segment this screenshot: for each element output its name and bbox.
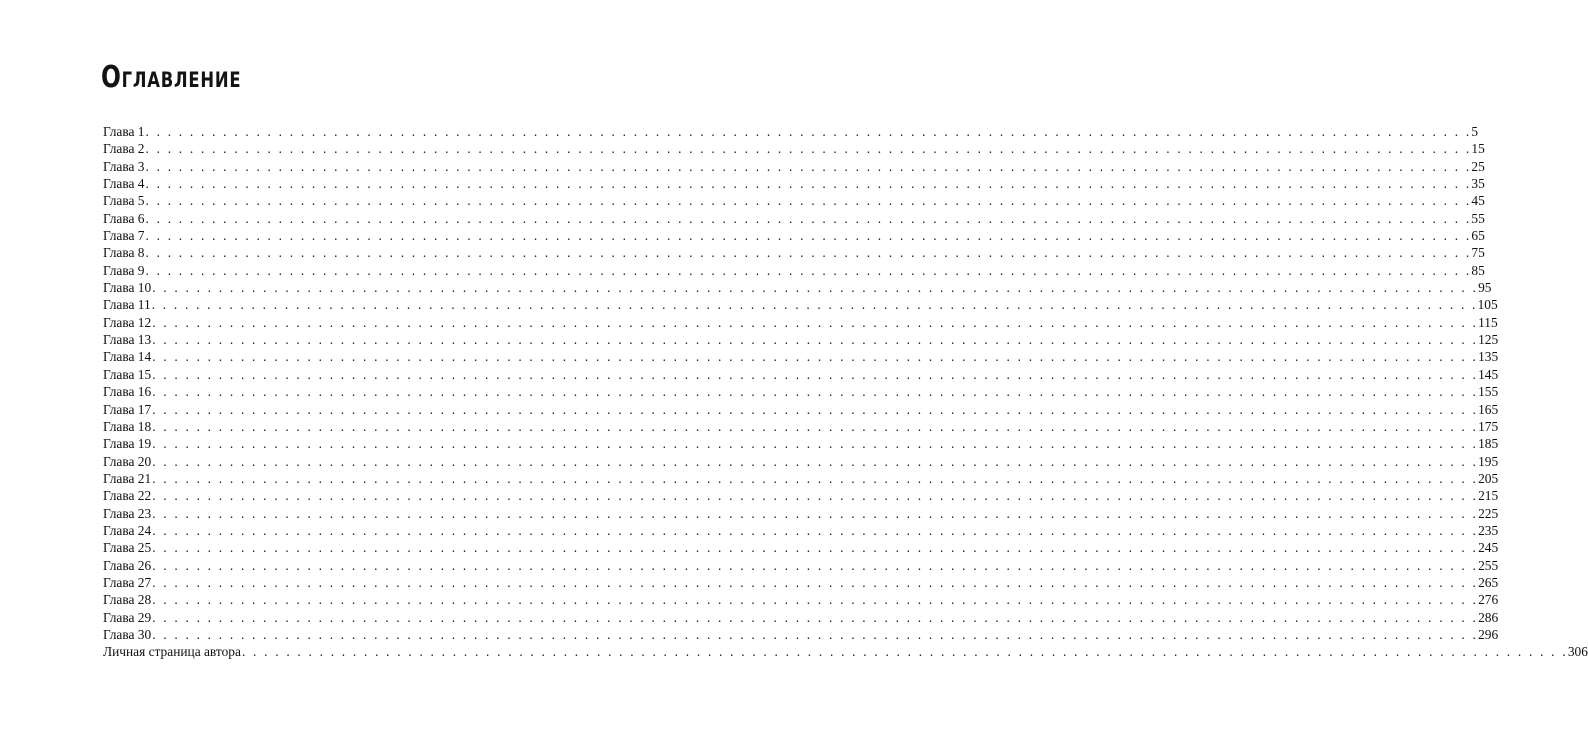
toc-entry[interactable] <box>103 557 1499 574</box>
toc-entry[interactable] <box>103 522 1499 539</box>
toc-entry-page-number: 185 <box>1478 436 1499 452</box>
toc-leader-dots: . . . . . . . . . . . . . . . . . . . . . . . . . . . . . . . . . . . . . . . . . . . . . . . . . . . . . . . . . . . . . . . . . . . . . . . . . . . . . . . . . . . . . . . . . . . . . . . . . . . . . . . . . . . . . . . . . . . . . . . . <box>152 540 1479 556</box>
toc-entry-label: Глава 6 <box>103 210 145 226</box>
toc-leader-dots: . . . . . . . . . . . . . . . . . . . . . . . . . . . . . . . . . . . . . . . . . . . . . . . . . . . . . . . . . . . . . . . . . . . . . . . . . . . . . . . . . . . . . . . . . . . . . . . . . . . . . . . . . . . . . . . . . . . . . . . . <box>152 505 1479 521</box>
toc-entry-page-number: 115 <box>1478 314 1498 330</box>
toc-entry[interactable] <box>103 435 1499 452</box>
toc-entry-page-number: 165 <box>1478 401 1499 417</box>
toc-entry-label: Глава 25 <box>103 540 152 556</box>
toc-entry-page-number: 135 <box>1478 349 1499 365</box>
toc-entry[interactable] <box>103 591 1499 608</box>
toc-entry-label: Глава 12 <box>103 314 152 330</box>
toc-entry-label: Глава 8 <box>103 245 145 261</box>
toc-entry-label: Глава 27 <box>103 574 152 590</box>
toc-entry-page-number: 296 <box>1478 626 1499 642</box>
toc-entry-page-number: 95 <box>1478 280 1492 296</box>
toc-entry-page-number: 235 <box>1478 522 1499 538</box>
toc-entry-page-number: 35 <box>1471 176 1485 192</box>
toc-entry[interactable] <box>103 366 1499 383</box>
toc-leader-dots: . . . . . . . . . . . . . . . . . . . . . . . . . . . . . . . . . . . . . . . . . . . . . . . . . . . . . . . . . . . . . . . . . . . . . . . . . . . . . . . . . . . . . . . . . . . . . . . . . . . . . . . . . . . . . . . . . . . . . . . . <box>152 592 1479 608</box>
toc-leader-dots: . . . . . . . . . . . . . . . . . . . . . . . . . . . . . . . . . . . . . . . . . . . . . . . . . . . . . . . . . . . . . . . . . . . . . . . . . . . . . . . . . . . . . . . . . . . . . . . . . . . . . . . . . . . . . . . . . . . . . . . . <box>152 280 1479 296</box>
toc-leader-dots: . . . . . . . . . . . . . . . . . . . . . . . . . . . . . . . . . . . . . . . . . . . . . . . . . . . . . . . . . . . . . . . . . . . . . . . . . . . . . . . . . . . . . . . . . . . . . . . . . . . . . . . . . . . . . . . . . . . . . . . . <box>145 193 1472 209</box>
toc-entry[interactable] <box>103 609 1499 626</box>
toc-entry[interactable] <box>103 574 1499 591</box>
toc-entry-label: Глава 14 <box>103 349 152 365</box>
toc-entry[interactable] <box>103 227 1485 244</box>
toc-entry[interactable] <box>103 643 1588 660</box>
toc-leader-dots: . . . . . . . . . . . . . . . . . . . . . . . . . . . . . . . . . . . . . . . . . . . . . . . . . . . . . . . . . . . . . . . . . . . . . . . . . . . . . . . . . . . . . . . . . . . . . . . . . . . . . . . . . . . . . . . . . . . . . . . . <box>145 210 1472 226</box>
toc-entry-label: Личная страница автора <box>103 644 241 660</box>
toc-entry[interactable] <box>103 401 1499 418</box>
toc-entry-label: Глава 23 <box>103 505 152 521</box>
toc-entry[interactable] <box>103 626 1499 643</box>
toc-entry-label: Глава 20 <box>103 453 152 469</box>
toc-entry[interactable] <box>103 470 1499 487</box>
toc-leader-dots: . . . . . . . . . . . . . . . . . . . . . . . . . . . . . . . . . . . . . . . . . . . . . . . . . . . . . . . . . . . . . . . . . . . . . . . . . . . . . . . . . . . . . . . . . . . . . . . . . . . . . . . . . . . . . . . . . . . . . . . . <box>152 384 1479 400</box>
toc-entry-label: Глава 2 <box>103 141 145 157</box>
toc-entry-page-number: 195 <box>1478 453 1499 469</box>
toc-entry-label: Глава 10 <box>103 280 152 296</box>
toc-leader-dots: . . . . . . . . . . . . . . . . . . . . . . . . . . . . . . . . . . . . . . . . . . . . . . . . . . . . . . . . . . . . . . . . . . . . . . . . . . . . . . . . . . . . . . . . . . . . . . . . . . . . . . . . . . . . . . . . . . . . . . . . <box>151 297 1478 313</box>
toc-entry-page-number: 225 <box>1478 505 1499 521</box>
toc-leader-dots: . . . . . . . . . . . . . . . . . . . . . . . . . . . . . . . . . . . . . . . . . . . . . . . . . . . . . . . . . . . . . . . . . . . . . . . . . . . . . . . . . . . . . . . . . . . . . . . . . . . . . . . . . . . . . . . . . . . . . . . . <box>145 176 1472 192</box>
toc-entry-page-number: 245 <box>1478 540 1499 556</box>
toc-leader-dots: . . . . . . . . . . . . . . . . . . . . . . . . . . . . . . . . . . . . . . . . . . . . . . . . . . . . . . . . . . . . . . . . . . . . . . . . . . . . . . . . . . . . . . . . . . . . . . . . . . . . . . . . . . . . . . . . . . . . . . . . <box>152 488 1479 504</box>
toc-entry-page-number: 15 <box>1471 141 1485 157</box>
toc-leader-dots: . . . . . . . . . . . . . . . . . . . . . . . . . . . . . . . . . . . . . . . . . . . . . . . . . . . . . . . . . . . . . . . . . . . . . . . . . . . . . . . . . . . . . . . . . . . . . . . . . . . . . . . . . . . . . . . . . . . . . . . . <box>152 557 1479 573</box>
toc-entry[interactable] <box>103 487 1499 504</box>
toc-entry-label: Глава 18 <box>103 418 152 434</box>
toc-entry-page-number: 105 <box>1477 297 1498 313</box>
toc-entry-label: Глава 5 <box>103 193 145 209</box>
toc-entry-label: Глава 17 <box>103 401 152 417</box>
toc-leader-dots: . . . . . . . . . . . . . . . . . . . . . . . . . . . . . . . . . . . . . . . . . . . . . . . . . . . . . . . . . . . . . . . . . . . . . . . . . . . . . . . . . . . . . . . . . . . . . . . . . . . . . . . . . . . . . . . . . . . . . . . . <box>145 158 1472 174</box>
toc-entry[interactable] <box>103 314 1498 331</box>
toc-entry-page-number: 145 <box>1478 366 1499 382</box>
toc-entry[interactable] <box>103 140 1485 157</box>
toc-entry-page-number: 55 <box>1471 210 1485 226</box>
toc-entry-page-number: 306 <box>1567 644 1588 660</box>
toc-entry-label: Глава 7 <box>103 228 145 244</box>
toc-leader-dots: . . . . . . . . . . . . . . . . . . . . . . . . . . . . . . . . . . . . . . . . . . . . . . . . . . . . . . . . . . . . . . . . . . . . . . . . . . . . . . . . . . . . . . . . . . . . . . . . . . . . . . . . . . . . . . . . . . . . . . . . <box>152 332 1479 348</box>
toc-entry-page-number: 215 <box>1478 488 1499 504</box>
toc-entry-page-number: 25 <box>1471 158 1485 174</box>
toc-entry[interactable] <box>103 279 1492 296</box>
toc-entry-label: Глава 3 <box>103 158 145 174</box>
toc-leader-dots: . . . . . . . . . . . . . . . . . . . . . . . . . . . . . . . . . . . . . . . . . . . . . . . . . . . . . . . . . . . . . . . . . . . . . . . . . . . . . . . . . . . . . . . . . . . . . . . . . . . . . . . . . . . . . . . . . . . . . . . . <box>152 522 1479 538</box>
toc-entry-label: Глава 29 <box>103 609 152 625</box>
toc-entry[interactable] <box>103 418 1499 435</box>
toc-entry-page-number: 85 <box>1471 262 1485 278</box>
toc-entry-page-number: 175 <box>1478 418 1499 434</box>
toc-entry-label: Глава 28 <box>103 592 152 608</box>
toc-leader-dots: . . . . . . . . . . . . . . . . . . . . . . . . . . . . . . . . . . . . . . . . . . . . . . . . . . . . . . . . . . . . . . . . . . . . . . . . . . . . . . . . . . . . . . . . . . . . . . . . . . . . . . . . . . . . . . . . . . . . . . . . <box>241 644 1568 660</box>
toc-entry[interactable] <box>103 348 1499 365</box>
toc-entry-label: Глава 19 <box>103 436 152 452</box>
toc-entry-label: Глава 21 <box>103 470 152 486</box>
toc-entry[interactable] <box>103 262 1485 279</box>
toc-entry[interactable] <box>103 158 1485 175</box>
toc-leader-dots: . . . . . . . . . . . . . . . . . . . . . . . . . . . . . . . . . . . . . . . . . . . . . . . . . . . . . . . . . . . . . . . . . . . . . . . . . . . . . . . . . . . . . . . . . . . . . . . . . . . . . . . . . . . . . . . . . . . . . . . . <box>145 141 1472 157</box>
toc-entry-label: Глава 30 <box>103 626 152 642</box>
toc-leader-dots: . . . . . . . . . . . . . . . . . . . . . . . . . . . . . . . . . . . . . . . . . . . . . . . . . . . . . . . . . . . . . . . . . . . . . . . . . . . . . . . . . . . . . . . . . . . . . . . . . . . . . . . . . . . . . . . . . . . . . . . . <box>145 262 1472 278</box>
toc-entry-page-number: 265 <box>1478 574 1499 590</box>
toc-entry-page-number: 286 <box>1478 609 1499 625</box>
toc-entry-page-number: 276 <box>1478 592 1499 608</box>
toc-entry[interactable] <box>103 331 1499 348</box>
toc-entry[interactable] <box>103 505 1499 522</box>
toc-entry-page-number: 65 <box>1471 228 1485 244</box>
toc-leader-dots: . . . . . . . . . . . . . . . . . . . . . . . . . . . . . . . . . . . . . . . . . . . . . . . . . . . . . . . . . . . . . . . . . . . . . . . . . . . . . . . . . . . . . . . . . . . . . . . . . . . . . . . . . . . . . . . . . . . . . . . . <box>145 228 1472 244</box>
toc-entry[interactable] <box>103 210 1485 227</box>
toc-entry[interactable] <box>103 244 1485 261</box>
toc-entry[interactable] <box>103 192 1485 209</box>
toc-entry-page-number: 125 <box>1478 332 1499 348</box>
toc-entry-label: Глава 4 <box>103 176 145 192</box>
toc-entry-label: Глава 11 <box>103 297 151 313</box>
toc-entry[interactable] <box>103 175 1485 192</box>
toc-entry[interactable] <box>103 539 1499 556</box>
toc-entry[interactable] <box>103 296 1498 313</box>
toc-entry-page-number: 45 <box>1471 193 1485 209</box>
toc-entry-label: Глава 16 <box>103 384 152 400</box>
toc-entry-page-number: 255 <box>1478 557 1499 573</box>
toc-leader-dots: . . . . . . . . . . . . . . . . . . . . . . . . . . . . . . . . . . . . . . . . . . . . . . . . . . . . . . . . . . . . . . . . . . . . . . . . . . . . . . . . . . . . . . . . . . . . . . . . . . . . . . . . . . . . . . . . . . . . . . . . <box>152 314 1479 330</box>
toc-leader-dots: . . . . . . . . . . . . . . . . . . . . . . . . . . . . . . . . . . . . . . . . . . . . . . . . . . . . . . . . . . . . . . . . . . . . . . . . . . . . . . . . . . . . . . . . . . . . . . . . . . . . . . . . . . . . . . . . . . . . . . . . <box>152 574 1479 590</box>
toc-leader-dots: . . . . . . . . . . . . . . . . . . . . . . . . . . . . . . . . . . . . . . . . . . . . . . . . . . . . . . . . . . . . . . . . . . . . . . . . . . . . . . . . . . . . . . . . . . . . . . . . . . . . . . . . . . . . . . . . . . . . . . . . <box>145 245 1472 261</box>
toc-entry[interactable] <box>103 383 1499 400</box>
toc-leader-dots: . . . . . . . . . . . . . . . . . . . . . . . . . . . . . . . . . . . . . . . . . . . . . . . . . . . . . . . . . . . . . . . . . . . . . . . . . . . . . . . . . . . . . . . . . . . . . . . . . . . . . . . . . . . . . . . . . . . . . . . . <box>152 366 1479 382</box>
toc-leader-dots: . . . . . . . . . . . . . . . . . . . . . . . . . . . . . . . . . . . . . . . . . . . . . . . . . . . . . . . . . . . . . . . . . . . . . . . . . . . . . . . . . . . . . . . . . . . . . . . . . . . . . . . . . . . . . . . . . . . . . . . . <box>152 436 1479 452</box>
page-title: Оглавление <box>101 60 242 95</box>
toc-leader-dots: . . . . . . . . . . . . . . . . . . . . . . . . . . . . . . . . . . . . . . . . . . . . . . . . . . . . . . . . . . . . . . . . . . . . . . . . . . . . . . . . . . . . . . . . . . . . . . . . . . . . . . . . . . . . . . . . . . . . . . . . <box>152 453 1479 469</box>
toc-leader-dots: . . . . . . . . . . . . . . . . . . . . . . . . . . . . . . . . . . . . . . . . . . . . . . . . . . . . . . . . . . . . . . . . . . . . . . . . . . . . . . . . . . . . . . . . . . . . . . . . . . . . . . . . . . . . . . . . . . . . . . . . <box>152 401 1479 417</box>
toc-entry-page-number: 5 <box>1471 124 1479 139</box>
toc-entry-label: Глава 15 <box>103 366 152 382</box>
toc-entry[interactable] <box>103 453 1499 470</box>
toc-leader-dots: . . . . . . . . . . . . . . . . . . . . . . . . . . . . . . . . . . . . . . . . . . . . . . . . . . . . . . . . . . . . . . . . . . . . . . . . . . . . . . . . . . . . . . . . . . . . . . . . . . . . . . . . . . . . . . . . . . . . . . . . <box>152 626 1479 642</box>
toc-entry-label: Глава 13 <box>103 332 152 348</box>
toc-leader-dots: . . . . . . . . . . . . . . . . . . . . . . . . . . . . . . . . . . . . . . . . . . . . . . . . . . . . . . . . . . . . . . . . . . . . . . . . . . . . . . . . . . . . . . . . . . . . . . . . . . . . . . . . . . . . . . . . . . . . . . . . <box>152 609 1479 625</box>
toc-entry-label: Глава 24 <box>103 522 152 538</box>
toc-entry-label: Глава 9 <box>103 262 145 278</box>
toc-entry-page-number: 75 <box>1471 245 1485 261</box>
toc-entry-page-number: 155 <box>1478 384 1499 400</box>
toc-entry-label: Глава 22 <box>103 488 152 504</box>
toc-leader-dots: . . . . . . . . . . . . . . . . . . . . . . . . . . . . . . . . . . . . . . . . . . . . . . . . . . . . . . . . . . . . . . . . . . . . . . . . . . . . . . . . . . . . . . . . . . . . . . . . . . . . . . . . . . . . . . . . . . . . . . . . <box>145 124 1472 139</box>
toc-leader-dots: . . . . . . . . . . . . . . . . . . . . . . . . . . . . . . . . . . . . . . . . . . . . . . . . . . . . . . . . . . . . . . . . . . . . . . . . . . . . . . . . . . . . . . . . . . . . . . . . . . . . . . . . . . . . . . . . . . . . . . . . <box>152 470 1479 486</box>
table-of-contents <box>103 123 1588 661</box>
toc-leader-dots: . . . . . . . . . . . . . . . . . . . . . . . . . . . . . . . . . . . . . . . . . . . . . . . . . . . . . . . . . . . . . . . . . . . . . . . . . . . . . . . . . . . . . . . . . . . . . . . . . . . . . . . . . . . . . . . . . . . . . . . . <box>152 349 1479 365</box>
toc-entry-label: Глава 1 <box>103 124 145 139</box>
toc-entry[interactable] <box>103 123 1479 140</box>
toc-entry-label: Глава 26 <box>103 557 152 573</box>
toc-leader-dots: . . . . . . . . . . . . . . . . . . . . . . . . . . . . . . . . . . . . . . . . . . . . . . . . . . . . . . . . . . . . . . . . . . . . . . . . . . . . . . . . . . . . . . . . . . . . . . . . . . . . . . . . . . . . . . . . . . . . . . . . <box>152 418 1479 434</box>
toc-entry-page-number: 205 <box>1478 470 1499 486</box>
